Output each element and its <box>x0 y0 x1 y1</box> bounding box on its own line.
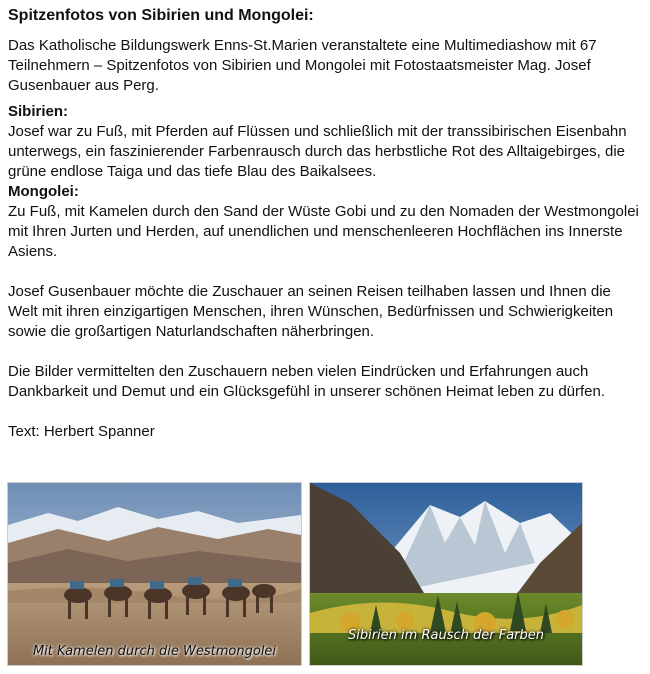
intro-paragraph: Das Katholische Bildungswerk Enns-St.Marien veranstaltete eine Multimediashow mit 67 Teilnehmern – Spitzenfotos von Sibirien und Mongolei mit Fotostaatsmeister Mag. Josef Gusenbauer aus Perg. <box>8 37 597 94</box>
photo-siberia-mountains <box>309 482 583 666</box>
mongolei-heading: Mongolei: <box>8 183 79 200</box>
sibirien-paragraph: Josef war zu Fuß, mit Pferden auf Flüssen und schließlich mit der transsibirischen Eisenbahn unterwegs, ein faszinierender Farbenrausch durch das herbstliche Rot des Alltaigebirges, die grüne endlose Taiga und das tiefe Blau des Baikalsees. <box>8 123 627 180</box>
article <box>8 6 642 442</box>
photo-caption-siberia: Sibirien im Rausch der Farben <box>348 628 544 643</box>
photo-mongolia-camels <box>7 482 302 666</box>
photo-caption-mongolia: Mit Kamelen durch die Westmongolei <box>32 644 277 659</box>
mongolei-paragraph: Zu Fuß, mit Kamelen durch den Sand der Wüste Gobi und zu den Nomaden der Westmongolei mit Ihren Jurten und Herden, auf unendlichen und menschenleeren Hochflächen ins Innerste Asiens. <box>8 203 639 260</box>
paragraph-three: Josef Gusenbauer möchte die Zuschauer an seinen Reisen teilhaben lassen und Ihnen die Welt mit ihren einzigartigen Menschen, ihren Wünschen, Bedürfnissen und Schwierigkeiten sowie die großartigen Naturlandschaften näherbringen. <box>8 283 614 340</box>
camel-landscape-illustration <box>8 483 301 665</box>
sibirien-heading: Sibirien: <box>8 103 69 120</box>
article-title: Spitzenfotos von Sibirien und Mongolei: <box>8 7 314 24</box>
credit-line: Text: Herbert Spanner <box>8 423 155 440</box>
paragraph-four: Die Bilder vermittelten den Zuschauern neben vielen Eindrücken und Erfahrungen auch Dankbarkeit und Demut und ein Glücksgefühl in unserer schönen Heimat leben zu dürfen. <box>8 363 606 400</box>
